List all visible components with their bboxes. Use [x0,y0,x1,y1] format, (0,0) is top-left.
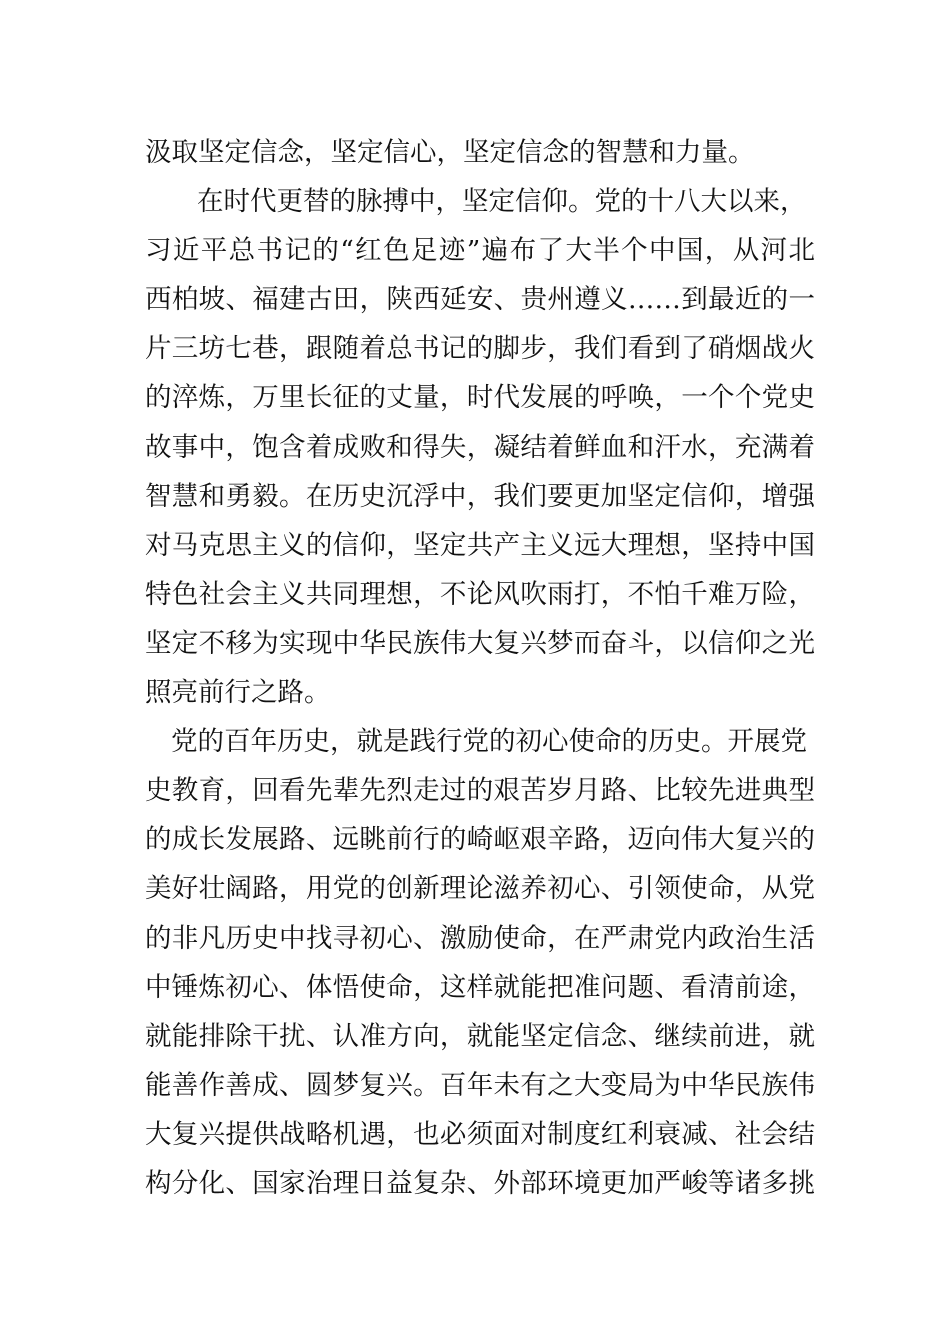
text-line: 就能排除干扰、认准方向，就能坚定信念、继续前进，就 [145,1020,815,1052]
text-line: 片三坊七巷，跟随着总书记的脚步，我们看到了硝烟战火 [145,333,815,365]
text-line: 大复兴提供战略机遇，也必须面对制度红利衰减、社会结 [145,1118,815,1150]
text-line: 故事中，饱含着成败和得失，凝结着鲜血和汗水，充满着 [145,431,815,463]
text-line: 智慧和勇毅。在历史沉浮中，我们要更加坚定信仰，增强 [145,480,815,512]
text-line: 的淬炼，万里长征的丈量，时代发展的呼唤，一个个党史 [145,382,815,414]
text-line: 坚定不移为实现中华民族伟大复兴梦而奋斗，以信仰之光 [145,627,815,659]
text-line: 习近平总书记的“红色足迹”遍布了大半个中国，从河北 [145,235,815,267]
text-line: 中锤炼初心、体悟使命，这样就能把准问题、看清前途， [145,971,815,1003]
text-line: 汲取坚定信念，坚定信心，坚定信念的智慧和力量。 [145,137,755,168]
text-line: 美好壮阔路，用党的创新理论滋养初心、引领使命，从党 [145,873,815,905]
text-line: 史教育，回看先辈先烈走过的艰苦岁月路、比较先进典型 [145,775,815,807]
body-text [145,128,815,1208]
text-line: 构分化、国家治理日益复杂、外部环境更加严峻等诸多挑 [145,1167,815,1199]
text-line: 的成长发展路、远眺前行的崎岖艰辛路，迈向伟大复兴的 [145,824,815,856]
text-line: 在时代更替的脉搏中，坚定信仰。党的十八大以来， [197,186,807,218]
text-line: 党的百年历史，就是践行党的初心使命的历史。开展党 [171,726,807,758]
text-line: 特色社会主义共同理想，不论风吹雨打，不怕千难万险， [145,578,815,610]
text-line: 能善作善成、圆梦复兴。百年未有之大变局为中华民族伟 [145,1069,815,1101]
text-line: 照亮前行之路。 [145,677,331,709]
text-line: 西柏坡、福建古田，陕西延安、贵州遵义……到最近的一 [145,284,815,316]
text-line: 对马克思主义的信仰，坚定共产主义远大理想，坚持中国 [145,529,815,561]
text-line: 的非凡历史中找寻初心、激励使命，在严肃党内政治生活 [145,922,815,954]
